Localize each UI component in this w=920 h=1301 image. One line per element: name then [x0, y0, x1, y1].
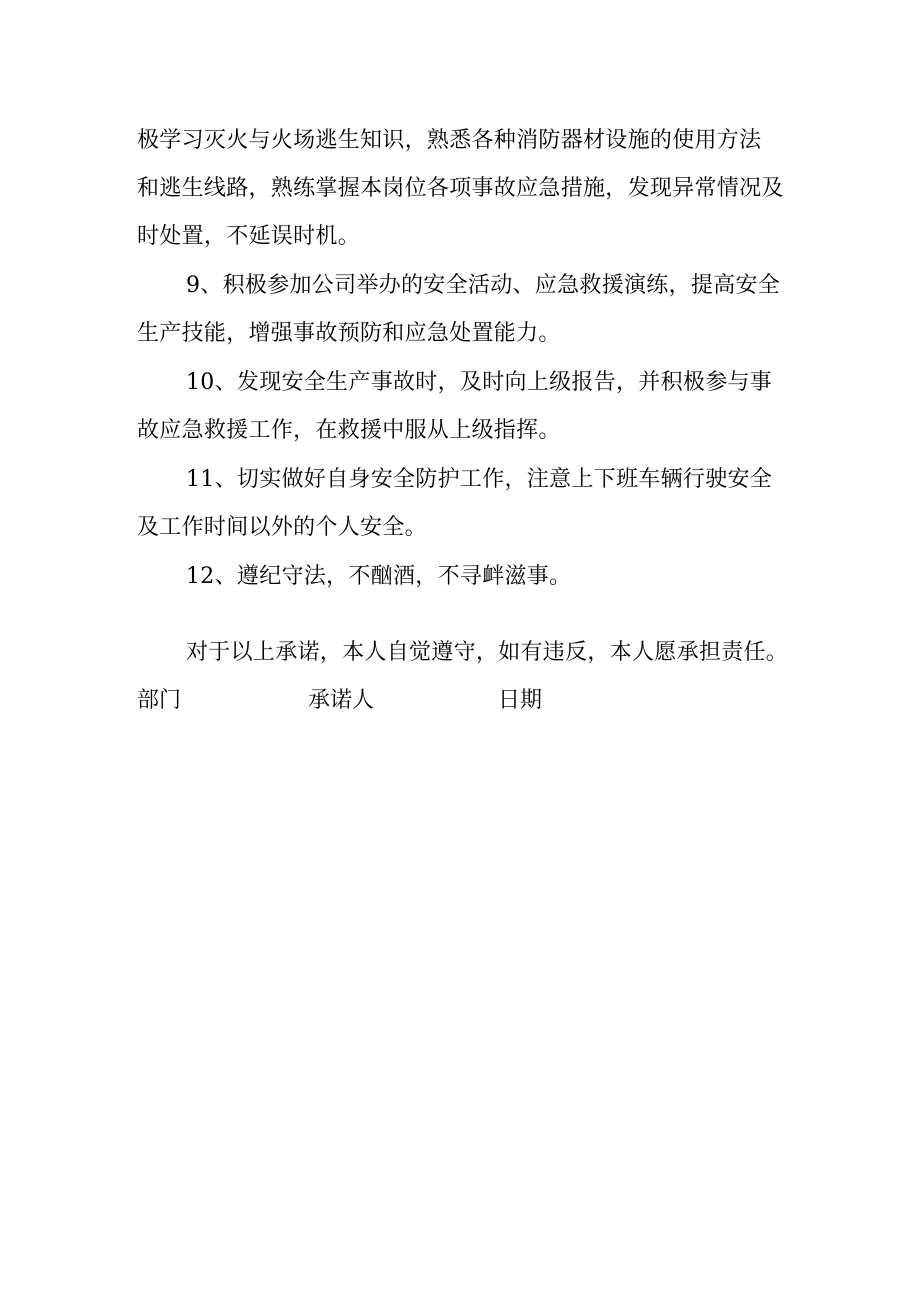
item-9-line-2: 生产技能，增强事故预防和应急处置能力。 [137, 321, 561, 346]
date-label: 日期 [498, 688, 543, 713]
item-9-line-1: 9、积极参加公司举办的安全活动、应急救援演练，提高安全 [186, 273, 781, 298]
promisor-label: 承诺人 [308, 688, 375, 713]
item-11-line-2: 及工作时间以外的个人安全。 [137, 515, 427, 540]
paragraph-line-1: 极学习灭火与火场逃生知识，熟悉各种消防器材设施的使用方法 [137, 128, 762, 153]
department-label: 部门 [137, 688, 182, 713]
item-10-line-2: 故应急救援工作，在救援中服从上级指挥。 [137, 418, 561, 443]
paragraph-line-3: 时处置，不延误时机。 [137, 224, 361, 249]
item-11-line-1: 11、切实做好自身安全防护工作，注意上下班车辆行驶安全 [186, 467, 773, 492]
commitment-statement: 对于以上承诺，本人自觉遵守，如有违反，本人愿承担责任。 [186, 640, 789, 665]
paragraph-line-2: 和逃生线路，熟练掌握本岗位各项事故应急措施，发现异常情况及 [137, 176, 784, 201]
item-10-line-1: 10、发现安全生产事故时，及时向上级报告，并积极参与事 [186, 370, 773, 395]
item-12-line: 12、遵纪守法，不酗酒，不寻衅滋事。 [186, 564, 572, 589]
